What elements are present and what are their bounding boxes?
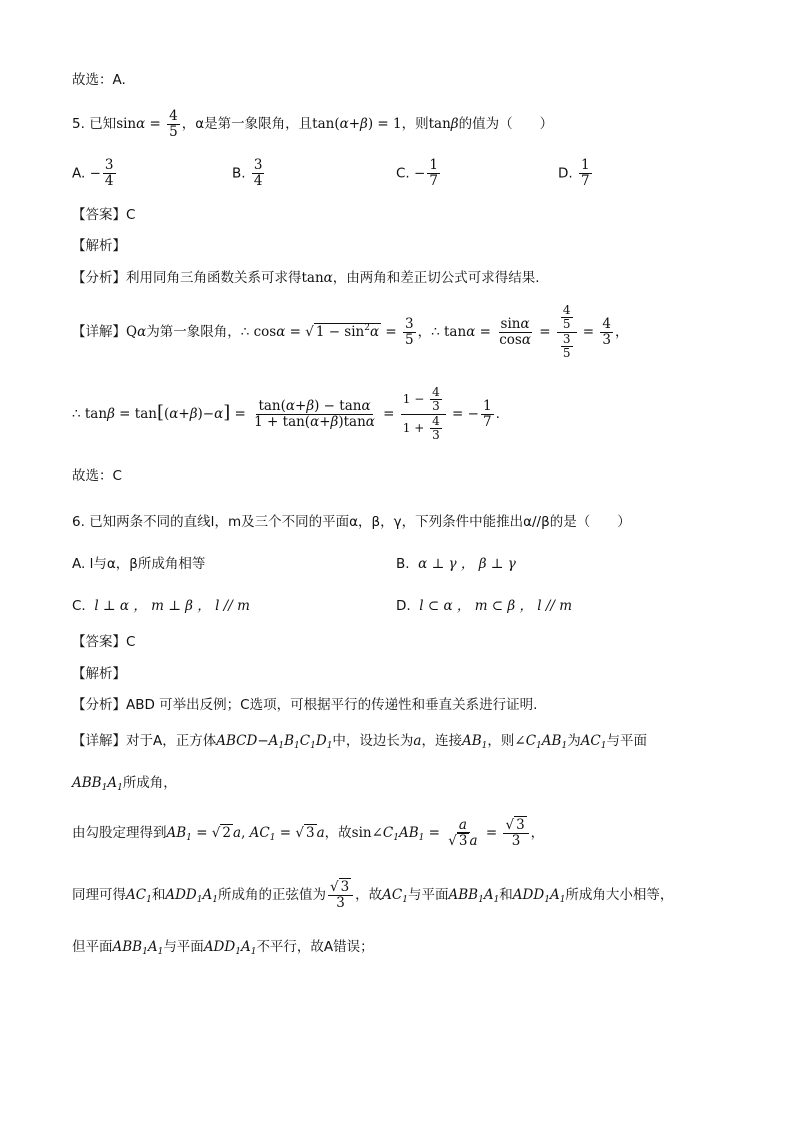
q6-xiangjie-line1: 【详解】对于A，正方体$ABCD-A_1B_1C_1D_1$中，设边长为a，连接$AB_1$，则$\angle C_1AB_1$为$AC_1$与平面 <box>72 733 648 751</box>
q5-analysis-tag: 【解析】 <box>72 238 126 254</box>
q5-option-b[interactable]: B. $\frac{3}{4}$ <box>232 157 263 189</box>
q6-tongli-line: 同理可得$AC_1$和$ADD_1A_1$所成角的正弦值为 $\frac{√ 3}{3}$ ，故$AC_1$与平面$ABB_1A_1$和$ADD_1A_1$所成角大小相等， <box>72 878 674 911</box>
q6-answer: 【答案】C <box>72 634 136 650</box>
q6-option-d[interactable]: D. l ⊂ α ， m ⊂ β ， l // m <box>396 598 573 614</box>
q5-answer: 【答案】C <box>72 207 136 223</box>
q5-xiangjie-line2: ∴ tanβ = tan[(α+β)−α] = $\frac{\tan(\alpha+\beta) - \tan\alpha}{1 + \tan(\alpha+\beta)\tan\alpha}$ = 1 − $\frac{4}{3}$ 1 + $\frac{4}{3}$ = − $\frac{1}{7}$ . <box>72 385 500 442</box>
q5-option-d[interactable]: D. $\frac{1}{7}$ <box>558 157 590 189</box>
q6-option-a[interactable]: A. l与α，β所成角相等 <box>72 556 206 572</box>
q5-stem: 5. 已知sinα = $\frac{4}{5}$ ，α是第一象限角，且tan(α+β) = 1，则tanβ的值为（ ） <box>72 107 554 140</box>
sin-alpha-value: $\frac{4}{5}$ <box>169 107 178 140</box>
q6-xiangjie-line2: $ABB_1A_1$所成角， <box>72 775 177 793</box>
q6-option-b[interactable]: B. α ⊥ γ ， β ⊥ γ <box>396 556 516 572</box>
q5-xiangjie-line1: 【详解】Qα为第一象限角，∴ cosα = √ $1 - \sin^2\alpha$ = $\frac{3}{5}$ ，∴ tanα = $\frac{\sin\alpha}{\cos\alpha}$ = $\frac{\frac{4}{5}}{\frac{3}{5}}$ = $\frac{4}{3}$ ， <box>72 303 629 360</box>
q6-stem: 6. 已知两条不同的直线l，m及三个不同的平面α，β，γ，下列条件中能推出α//β的是（ ） <box>72 514 631 530</box>
q5-option-c[interactable]: C. − $\frac{1}{7}$ <box>396 157 438 189</box>
q5-conclusion: 故选：C <box>72 468 122 484</box>
q6-analysis-tag: 【解析】 <box>72 666 126 682</box>
q6-gougu-line: 由勾股定理得到$AB_1$ = √ 2 a, $AC_1$ = √ 3 a，故$\sin\angle C_1AB_1$ = $\frac{a}{√ 3 a}$ = $\frac{√ 3}{3}$ ， <box>72 816 545 849</box>
q6-option-c[interactable]: C. l ⊥ α ， m ⊥ β ， l // m <box>72 598 250 614</box>
sin-alpha-expr: sinα = <box>116 116 166 132</box>
q6-fenxi: 【分析】ABD 可举出反例；C选项，可根据平行的传递性和垂直关系进行证明. <box>72 697 538 713</box>
q5-number: 5. <box>72 116 85 132</box>
tan-sum-expr: tan(α+β) = 1 <box>312 116 402 132</box>
tan-beta-expr: tanβ <box>428 116 459 132</box>
top-conclusion: 故选：A. <box>72 72 126 88</box>
q6-dan-line: 但平面$ABB_1A_1$与平面$ADD_1A_1$不平行，故A错误； <box>72 939 374 957</box>
q5-fenxi: 【分析】利用同角三角函数关系可求得tanα，由两角和差正切公式可求得结果. <box>72 270 540 286</box>
q5-option-a[interactable]: A. − $\frac{3}{4}$ <box>72 157 114 189</box>
